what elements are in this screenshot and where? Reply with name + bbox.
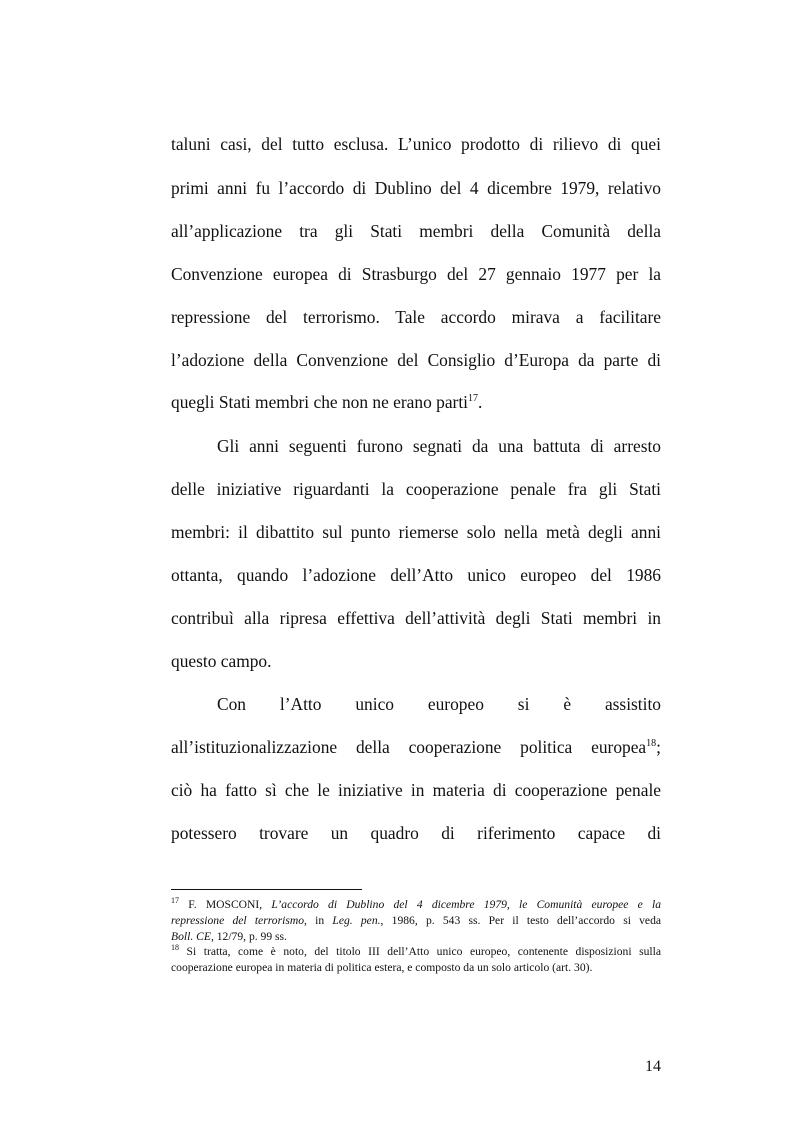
body-line-4: Convenzione europea di Strasburgo del 27 gennaio 1977 per la — [171, 264, 661, 284]
footnote-18-text: Si tratta, come è noto, del titolo III dell’Atto unico europeo, contenente disposizioni sulla — [179, 945, 661, 958]
body-line-17: potessero trovare un quadro di riferimento capace di — [171, 823, 661, 843]
body-line-10: membri: il dibattito sul punto riemerse solo nella metà degli anni — [171, 522, 661, 542]
body-line-9: delle iniziative riguardanti la cooperazione penale fra gli Stati — [171, 479, 661, 499]
footnote-17-citation: , 1986, p. 543 ss. Per il testo dell’accordo si veda — [380, 914, 662, 927]
body-line-16: ciò ha fatto sì che le iniziative in materia di cooperazione penale — [171, 780, 661, 800]
page-number: 14 — [645, 1058, 661, 1075]
footnote-17-number: 17 — [171, 896, 179, 905]
footnote-17-line-1 — [171, 897, 661, 913]
body-line-3: all’applicazione tra gli Stati membri della Comunità della — [171, 221, 661, 241]
footnote-17-in: , in — [304, 914, 333, 927]
footnote-17-author: F. MOSCONI, — [179, 898, 272, 911]
footnote-18-line-2: cooperazione europea in materia di politica estera, e composto da un solo articolo (art. 30). — [171, 961, 593, 974]
footnote-separator — [171, 889, 362, 890]
body-line-7-end: . — [478, 392, 483, 412]
body-line-15 — [171, 735, 661, 759]
body-line-6: l’adozione della Convenzione del Consiglio d’Europa da parte di — [171, 350, 661, 370]
footnote-18-number: 18 — [171, 943, 179, 952]
footnote-ref-18[interactable]: 18 — [646, 738, 657, 749]
footnote-17-bulletin: Boll. CE — [171, 930, 211, 943]
footnote-17-journal: Leg. pen. — [332, 914, 381, 927]
footnote-17-title: L’accordo di Dublino del 4 dicembre 1979, le Comunità europee e la — [271, 898, 661, 911]
body-line-7-text: quegli Stati membri che non ne erano parti — [171, 392, 468, 412]
footnote-18-line-1 — [171, 944, 661, 960]
body-line-12: contribuì alla ripresa effettiva dell’attività degli Stati membri in — [171, 608, 661, 628]
footnote-17-line-3 — [171, 929, 661, 945]
body-line-13: questo campo. — [171, 651, 272, 671]
body-line-8: Gli anni seguenti furono segnati da una battuta di arresto — [217, 436, 661, 456]
footnote-17-line-2 — [171, 913, 661, 929]
footnote-17-pages: , 12/79, p. 99 ss. — [210, 930, 287, 943]
body-line-14: Con l’Atto unico europeo si è assistito — [217, 694, 661, 714]
body-line-15-text: all’istituzionalizzazione della cooperazione politica europea — [171, 737, 647, 757]
footnote-17-title-cont: repressione del terrorismo — [171, 914, 305, 927]
body-line-1: taluni casi, del tutto esclusa. L’unico prodotto di rilievo di quei — [171, 134, 661, 154]
body-line-2: primi anni fu l’accordo di Dublino del 4 dicembre 1979, relativo — [171, 178, 661, 198]
body-line-15-end: ; — [656, 737, 661, 757]
body-line-7 — [171, 390, 661, 414]
body-line-5: repressione del terrorismo. Tale accordo mirava a facilitare — [171, 307, 661, 327]
footnote-ref-17[interactable]: 17 — [468, 393, 478, 404]
body-line-11: ottanta, quando l’adozione dell’Atto unico europeo del 1986 — [171, 565, 661, 585]
